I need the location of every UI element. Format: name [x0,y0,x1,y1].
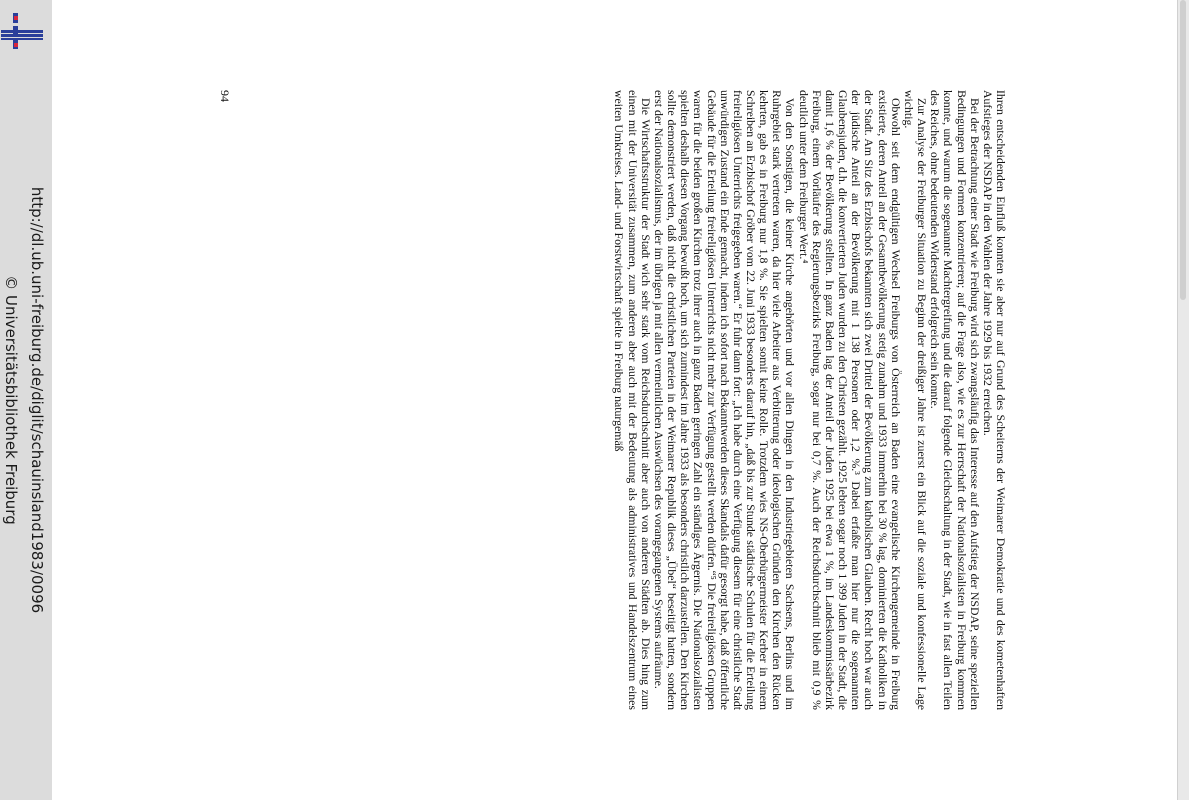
ub-freiburg-logo-icon[interactable] [1,13,43,51]
document-page [52,0,1178,800]
page-number: 94 [218,90,232,102]
side-toolbar [0,0,52,800]
vertical-scrollbar[interactable] [1177,0,1189,800]
paragraph: Von den Sonstigen, die keiner Kirche angehörten und vor allen Dingen in den Industriegebieten Sachsens, Berlins und im Ruhrgebiet stark vertreten waren, da hier viele Arbeiter aus Verbitterung oder ideologischen Gründen den Kirchen den Rücken kehrten, gab es in Freiburg nur 1,8 %. Sie spielten somit keine Rolle. Trotzdem wies NS-Oberbürgermeister Kerber in einem Schreiben an Erzbischof Gröber vom 22. Juni 1933 besonders darauf hin, „daß bis zur Stunde städtische Schulen für die Erteilung freireligiösen Unterrichts freigegeben waren.“ Er fuhr dann fort: „Ich habe durch eine Verfügung diesem für eine christliche Stadt unwürdigen Zustand ein Ende gemacht, indem ich sofort nach Bekanntwerden dieses Skandals dafür gesorgt habe, daß öffentliche Gebäude für die Erteilung freireligiösen Unterrichts nicht mehr zur Verfügung gestellt werden dürfen.“⁵ Die freireligiösen Gruppen waren für die beiden großen Kirchen trotz ihrer auch in ganz Baden geringen Zahl ein ständiges Ärgernis. Die Nationalsozialisten spielten deshalb diesen Vorgang bewußt hoch, um sich zumindest im Jahre 1933 als besonders christlich darzustellen. Den Kirchen sollte demonstriert werden, daß nicht die christlichen Parteien in der Weimarer Republik dieses „Übel“ beseitigt hatten, sondern erst der Nationalsozialismus, der im übrigen ja mit allen vermeintlichen Auswüchsen des vorangegangenen Systems aufräume. [651,90,798,710]
paragraph: Bei der Betrachtung einer Stadt wie Freiburg wird sich zwangsläufig das Interesse auf den Aufstieg der NSDAP, seine speziellen Bedingungen und Formen konzentrieren; auf die Frage also, wie es zur Herrschaft der Nationalsozialisten in Freiburg kommen konnte, und warum die sogenannte Machtergreifung und die darauf folgende Gleichschaltung in der Stadt, wie in fast allen Teilen des Reiches, ohne bedeutenden Widerstand erfolgreich sein konnte. [928,90,982,710]
page-text-block [217,90,1007,710]
paragraph: Zur Analyse der Freiburger Situation zu Beginn der dreißiger Jahre ist zuerst ein Blick auf die soziale und konfessionelle Lage wichtig. [901,90,930,710]
paragraph: Ihren entscheidenden Einfluß konnten sie aber nur auf Grund des Scheiterns der Weimarer Demokratie und des kometenhaften Aufstieges der NSDAP in den Wahlen der Jahre 1929 bis 1932 erreichen. [980,90,1008,710]
scrollbar-thumb[interactable] [1180,0,1186,300]
paragraph: Obwohl seit dem endgültigen Wechsel Freiburgs von Österreich an Baden eine evangelische Kirchengemeinde in Freiburg existierte, deren Anteil an der Gesamtbevölkerung stetig zunahm und 1933 immerhin bei 30 % lag, dominierten die Katholiken in der Stadt. Am Sitz des Erzbischofs bekannten sich zwei Drittel der Bevölkerung zum katholischen Glauben. Recht hoch war auch der jüdische Anteil an der Bevölkerung mit 1 138 Personen oder 1,2 %.³ Dabei erfaßte man hier nur die sogenannten Glaubensjuden, d.h. die konvertierten Juden wurden zu den Christen gezählt. 1925 lebten sogar noch 1 399 Juden in der Stadt, die damit 1,6 % der Bevölkerung stellten. In ganz Baden lag der Anteil der Juden 1925 bei etwa 1 %, im Landeskommissärbezirk Freiburg, einem Vorläufer des Regierungsbezirks Freiburg, sogar nur bei 0,7 %. Auch der Reichsdurchschnitt blieb mit 0,9 % deutlich unter dem Freiburger Wert.⁴ [796,90,903,710]
source-url-link[interactable]: http://dl.ub.uni-freiburg.de/diglit/schauinsland1983/0096 [28,186,46,614]
copyright-notice: © Universitätsbibliothek Freiburg [2,275,20,525]
paragraph: Die Wirtschaftsstruktur der Stadt wich sehr stark vom Reichsdurchschnitt aber auch von anderen Städten ab. Dies hing zum einen mit der Universität zusammen, zum anderen aber auch mit der Bedeutung als administratives und Handelszentrum eines weiten Umkreises. Land- und Forstwirtschaft spielte in Freiburg naturgemäß [612,90,653,710]
